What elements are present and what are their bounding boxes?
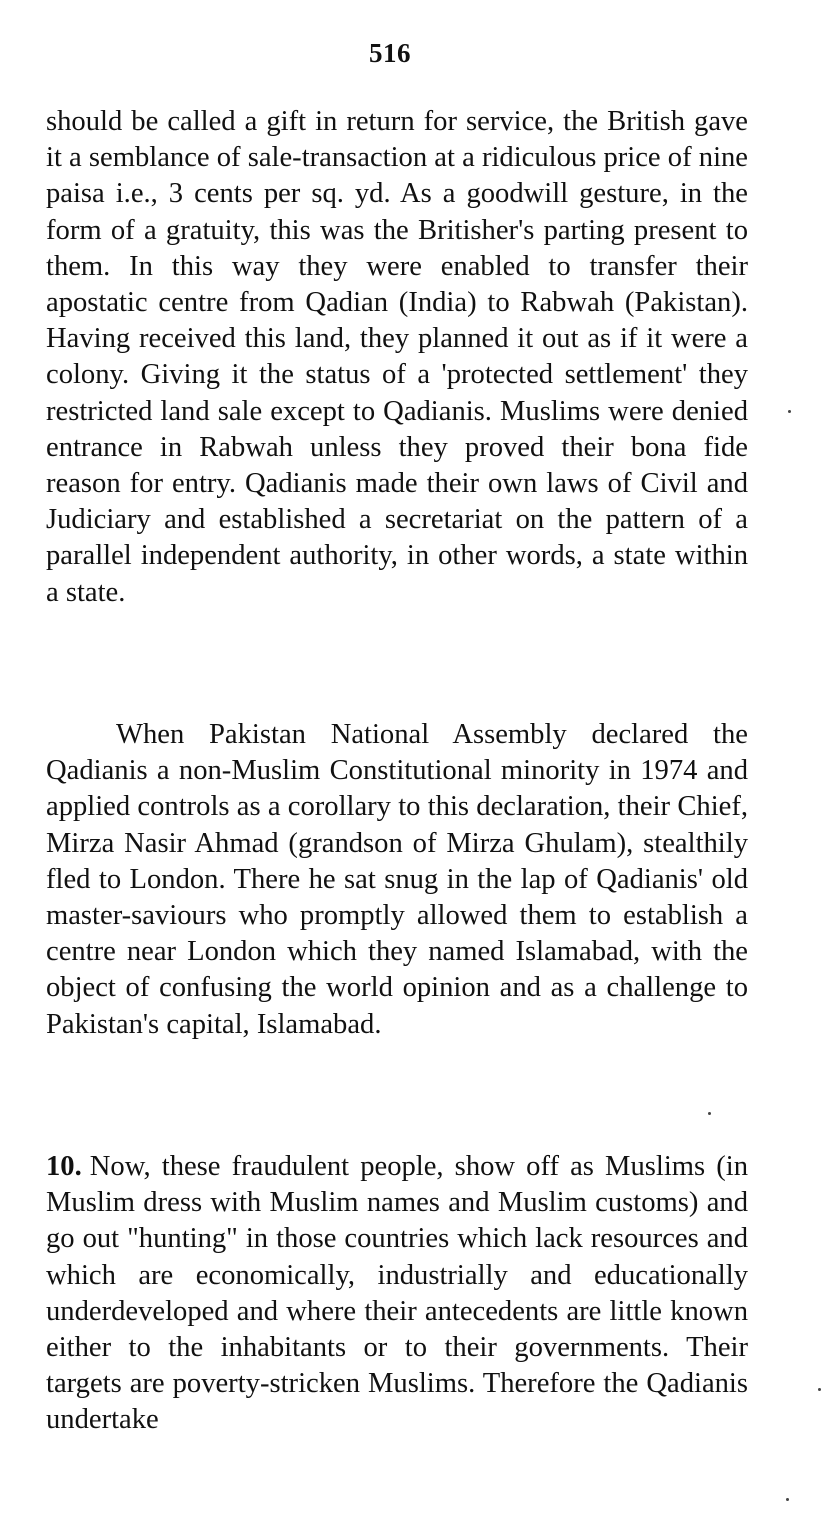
paragraph-number: 10. [46, 1151, 82, 1182]
scan-speck [708, 1112, 711, 1115]
scan-speck [786, 1498, 789, 1501]
paragraph-numbered-10 [46, 1149, 748, 1439]
scan-speck [818, 1388, 821, 1391]
paragraph-numbered-10-text: Now, these fraudulent people, show off as Muslims (in Muslim dress with Muslim names and Muslim customs) and go out "hunting" in those countries which lack resources and which are economically, industrially and educationally underdeveloped and where their antecedents are little known either to the inhabitants or to their governments. Their targets are poverty-stricken Muslims. Therefore the Qadianis undertake [46, 1151, 748, 1436]
paragraph-pakistan-assembly: When Pakistan National Assembly declared the Qadianis a non-Muslim Constitutional minority in 1974 and applied controls as a corollary to this declaration, their Chief, Mirza Nasir Ahmad (grandson of Mirza Ghulam), stealthily fled to London. There he sat snug in the lap of Qadianis' old master-saviours who promptly allowed them to establish a centre near London which they named Islamabad, with the object of confusing the world opinion and as a challenge to Pakistan's capital, Islamabad. [46, 719, 748, 1040]
scan-speck [788, 410, 791, 413]
paragraph-continuation: should be called a gift in return for service, the British gave it a semblance of sale-transaction at a ridiculous price of nine paisa i.e., 3 cents per sq. yd. As a goodwill gesture, in the form of a gratuity, this was the Britisher's parting present to them. In this way they were enabled to transfer their apostatic centre from Qadian (India) to Rabwah (Pakistan). Having received this land, they planned it out as if it were a colony. Giving it the status of a 'protected settlement' they restricted land sale except to Qadianis. Muslims were denied entrance in Rabwah unless they proved their bona fide reason for entry. Qadianis made their own laws of Civil and Judiciary and established a secretariat on the pattern of a parallel independent authority, in other words, a state within a state. [46, 106, 748, 608]
page-number: 516 [369, 38, 411, 68]
